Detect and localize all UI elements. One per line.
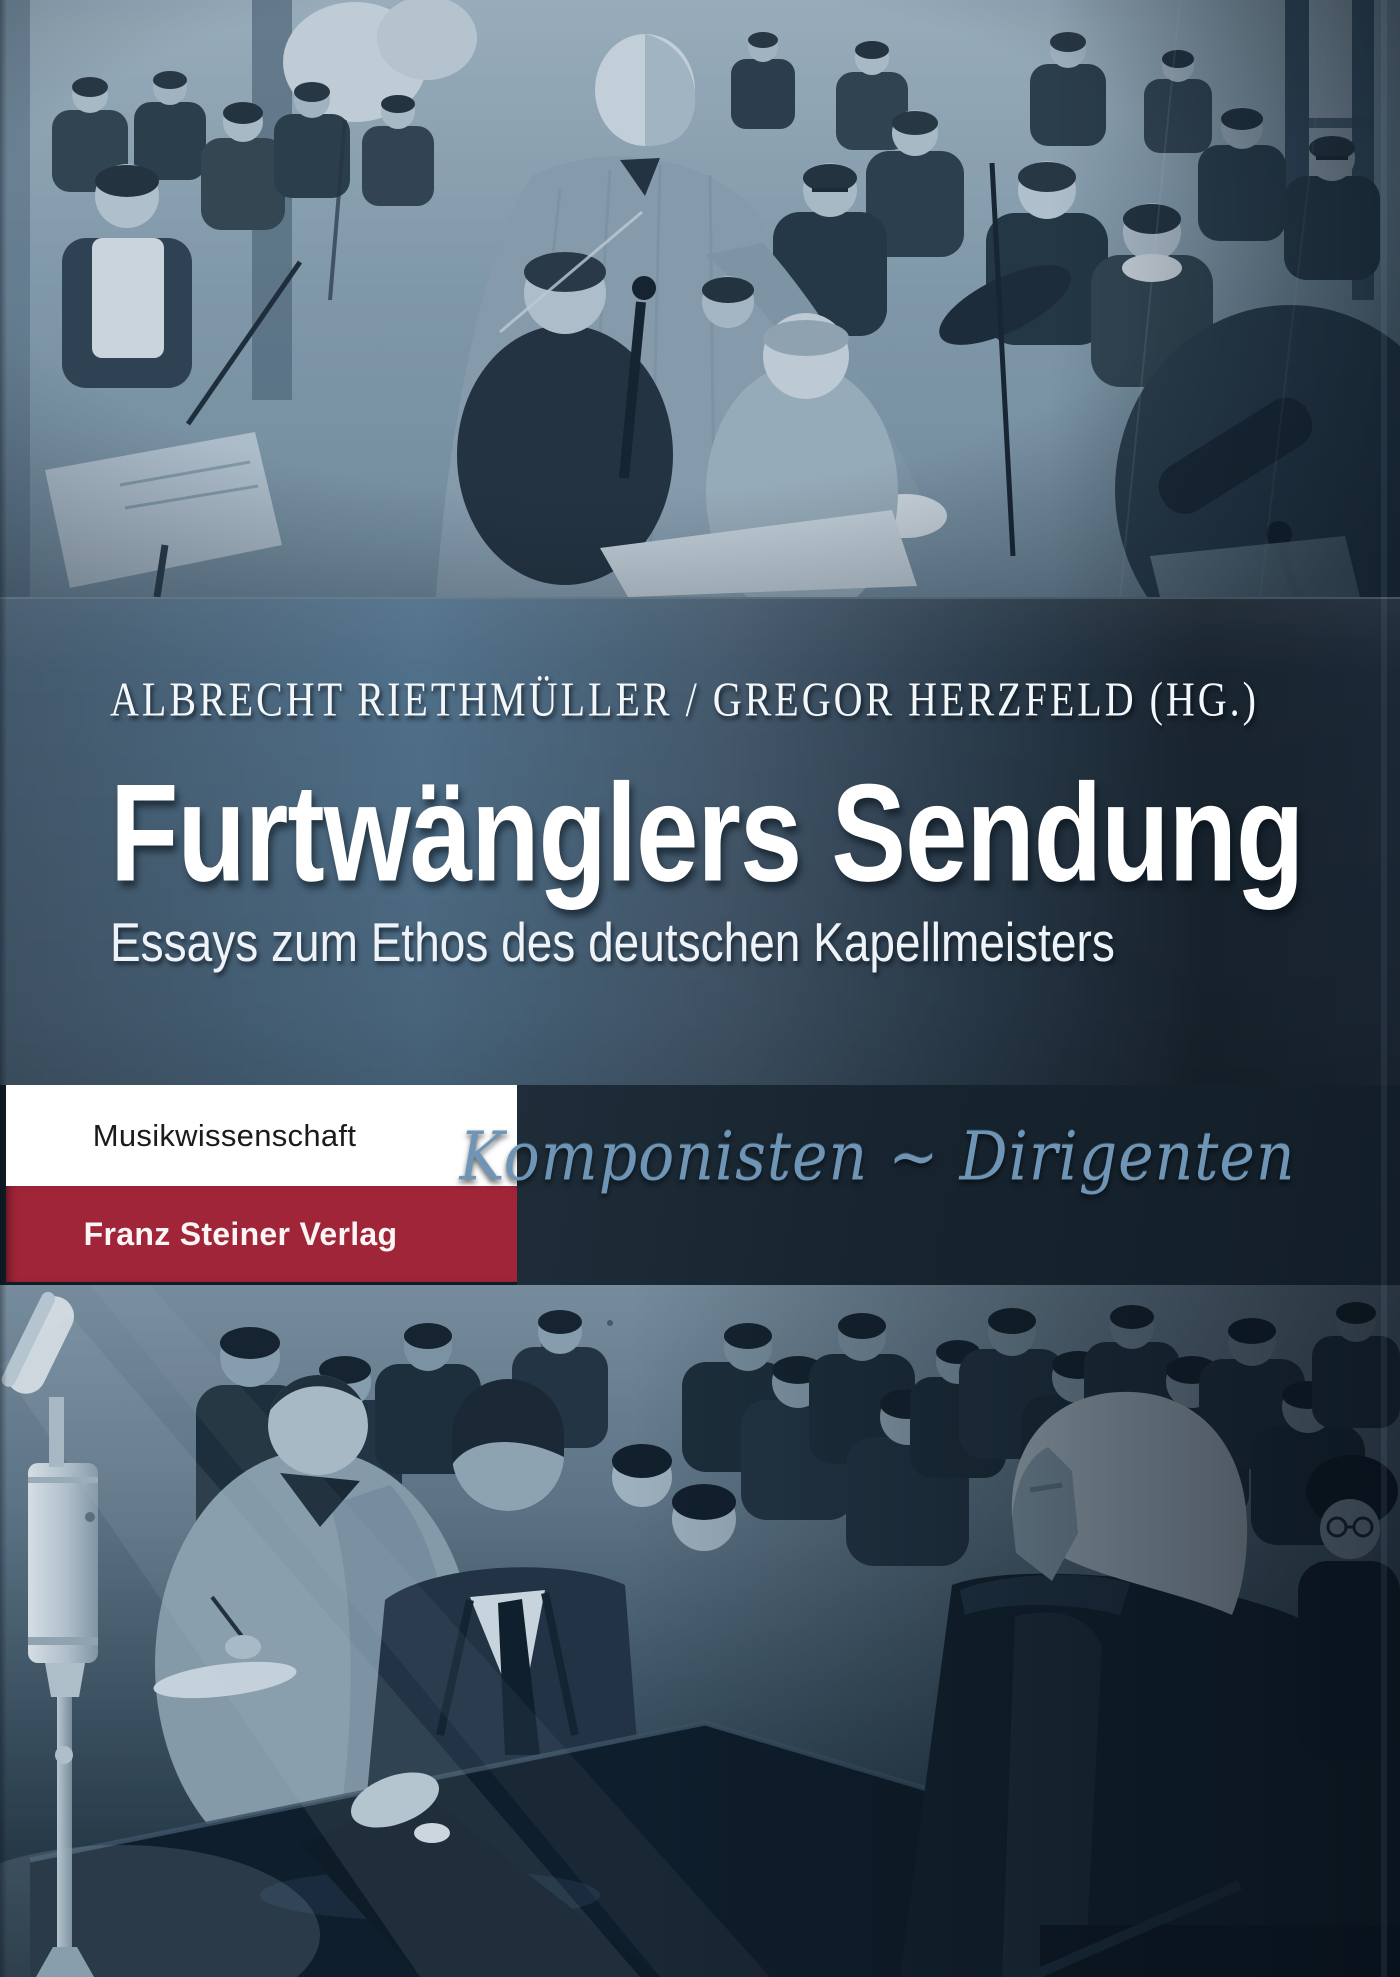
audience-hearing-photo (0, 1285, 1400, 1977)
photo-tint-overlay-bottom (0, 1285, 1400, 1977)
publisher-box (6, 1186, 517, 1282)
photo-tint-overlay (0, 0, 1400, 597)
orchestra-rehearsal-photo (0, 0, 1400, 597)
title-band (0, 597, 1400, 1085)
series-panel (459, 1085, 1400, 1285)
authors-line: ALBRECHT RIETHMÜLLER / GREGOR HERZFELD (HG.) (110, 671, 1259, 727)
publisher-strip (0, 1085, 1400, 1285)
series-script-text: Komponisten ~ Dirigenten (459, 1117, 1296, 1197)
series-label: Musikwissenschaft (92, 1117, 357, 1153)
book-subtitle: Essays zum Ethos des deutschen Kapellmeisters (110, 911, 1115, 973)
book-title: Furtwänglers Sendung (110, 755, 1304, 911)
publisher-name: Franz Steiner Verlag (83, 1215, 398, 1252)
series-label-box (6, 1085, 517, 1186)
publisher-column (0, 1085, 517, 1285)
